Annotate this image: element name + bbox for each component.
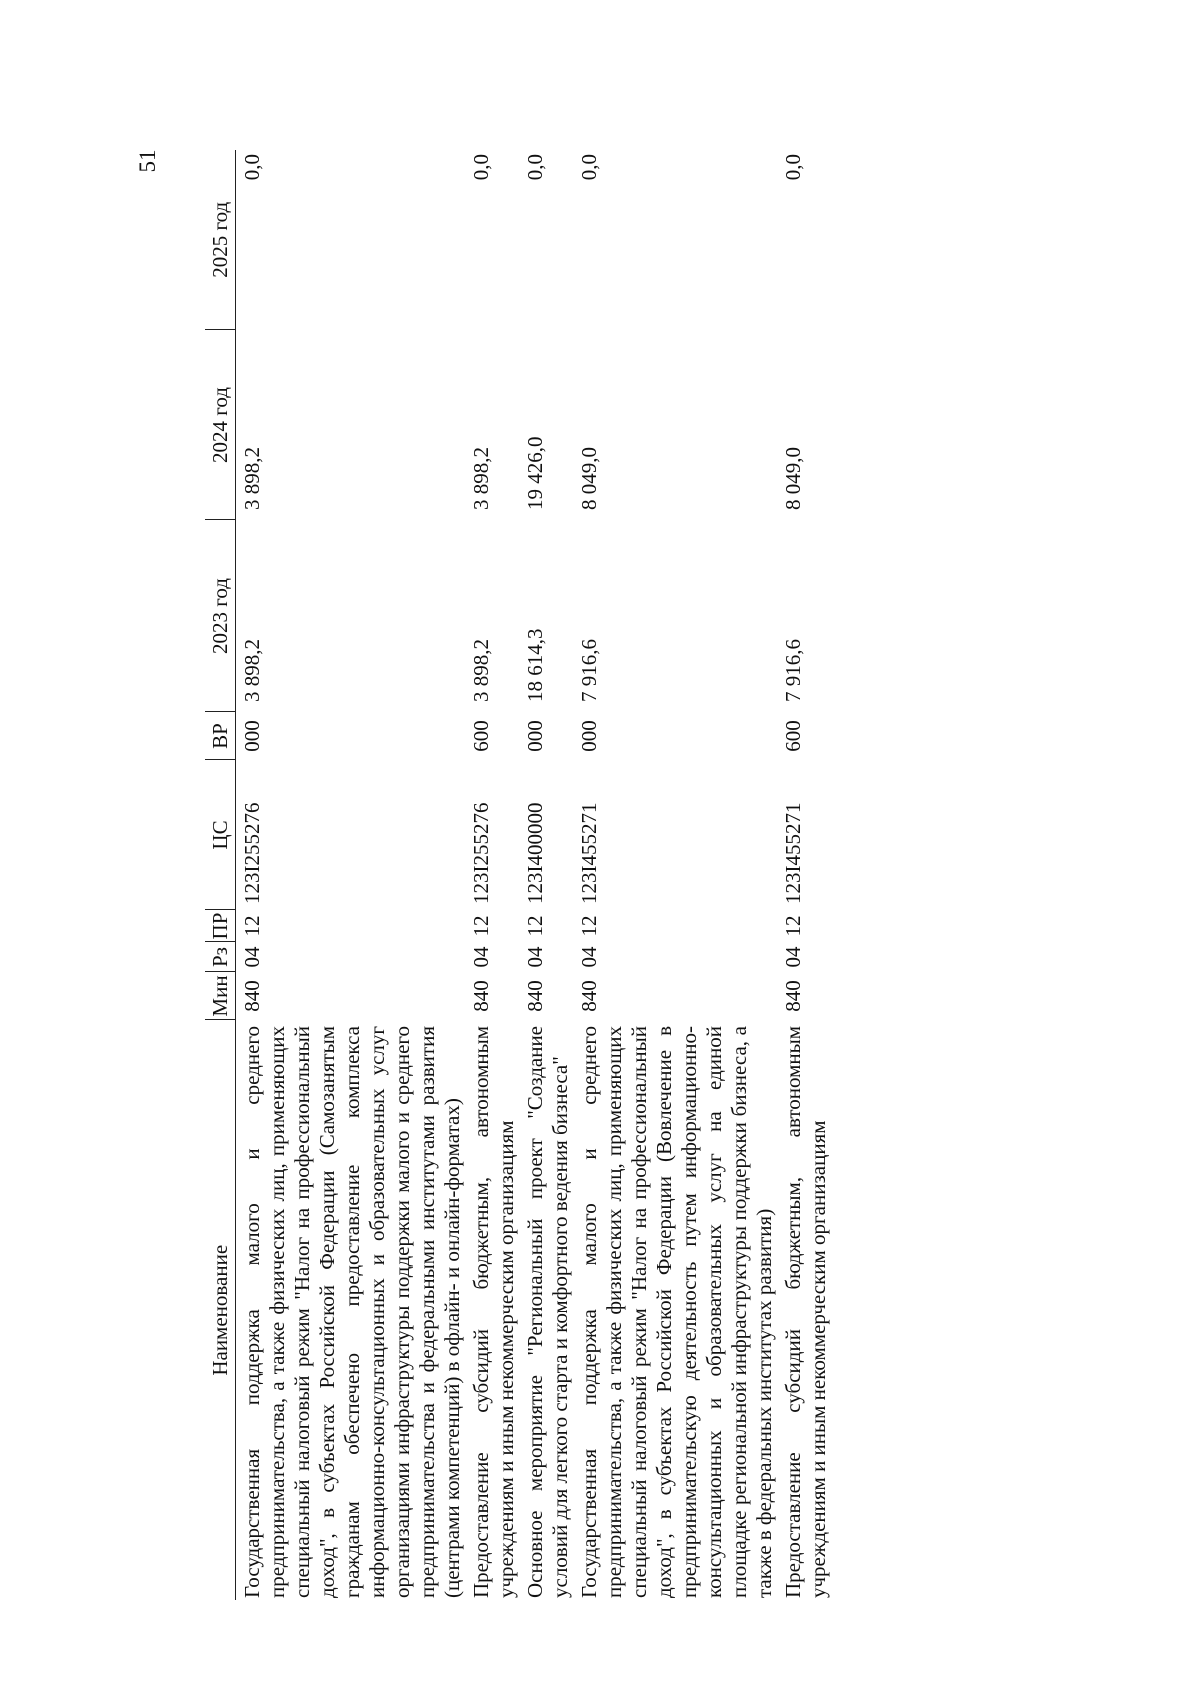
row-2024: 8 049,0 bbox=[577, 447, 601, 510]
row-pr: 12 bbox=[523, 915, 547, 937]
row-vr: 600 bbox=[469, 720, 493, 752]
row-2024: 3 898,2 bbox=[469, 447, 493, 510]
header-2025: 2025 год bbox=[205, 150, 236, 330]
rotated-table-container bbox=[205, 150, 1005, 1600]
header-2024: 2024 год bbox=[205, 330, 236, 520]
row-min: 840 bbox=[781, 980, 805, 1012]
row-vr: 000 bbox=[240, 720, 264, 752]
row-cs: 123I255276 bbox=[240, 802, 264, 904]
row-2023: 7 916,6 bbox=[781, 639, 805, 702]
table-header-row bbox=[205, 150, 236, 1600]
header-name: Наименование bbox=[205, 1020, 236, 1600]
row-vr: 000 bbox=[577, 720, 601, 752]
row-2025: 0,0 bbox=[781, 154, 805, 181]
row-rz: 04 bbox=[469, 946, 493, 968]
table-row bbox=[777, 150, 831, 1600]
row-min: 840 bbox=[577, 980, 601, 1012]
table-row bbox=[236, 150, 466, 1600]
row-name: Предоставление субсидий бюджетным, автономным учреждениям и иным некоммерческим организациям bbox=[469, 1026, 518, 1598]
row-pr: 12 bbox=[240, 915, 264, 937]
row-rz: 04 bbox=[781, 946, 805, 968]
row-2023: 3 898,2 bbox=[469, 639, 493, 702]
row-name: Предоставление субсидий бюджетным, автономным учреждениям и иным некоммерческим организациям bbox=[781, 1026, 830, 1598]
row-name: Государственная поддержка малого и среднего предпринимательства, а также физических лиц, применяющих специальный налоговый режим "Налог на профессиональный доход", в субъектах Российской Федерации (Вовлечение в предпринимательскую деятельность путем информационно-консультационных и образовательных услуг на единой площадке региональной инфраструктуры поддержки бизнеса, а также в федеральных институтах развития) bbox=[577, 1026, 776, 1598]
row-min: 840 bbox=[469, 980, 493, 1012]
row-2023: 3 898,2 bbox=[240, 639, 264, 702]
row-cs: 123I455271 bbox=[577, 802, 601, 904]
row-name: Основное мероприятие "Региональный проект "Создание условий для легкого старта и комфортного ведения бизнеса" bbox=[523, 1026, 572, 1598]
row-vr: 600 bbox=[781, 720, 805, 752]
row-2025: 0,0 bbox=[523, 154, 547, 181]
row-2025: 0,0 bbox=[577, 154, 601, 181]
row-min: 840 bbox=[523, 980, 547, 1012]
row-2025: 0,0 bbox=[240, 154, 264, 181]
page-number: 51 bbox=[135, 149, 160, 173]
row-2023: 7 916,6 bbox=[577, 639, 601, 702]
row-2024: 8 049,0 bbox=[781, 447, 805, 510]
row-pr: 12 bbox=[781, 915, 805, 937]
row-rz: 04 bbox=[577, 946, 601, 968]
row-pr: 12 bbox=[469, 915, 493, 937]
row-rz: 04 bbox=[240, 946, 264, 968]
header-min: Мин bbox=[205, 972, 236, 1020]
row-cs: 123I255276 bbox=[469, 802, 493, 904]
header-2023: 2023 год bbox=[205, 520, 236, 712]
header-pr: ПР bbox=[205, 910, 236, 942]
row-vr: 000 bbox=[523, 720, 547, 752]
row-name: Государственная поддержка малого и среднего предпринимательства, а также физических лиц, применяющих специальный налоговый режим "Налог на профессиональный доход", в субъектах Российской Федерации (Самозанятым гражданам обеспечено предоставление комплекса информационно-консультационных и образовательных услуг организациями инфраструктуры поддержки малого и среднего предпринимательства и федеральными институтами развития (центрами компетенций) в офлайн- и онлайн-форматах) bbox=[240, 1026, 464, 1598]
header-vr: ВР bbox=[205, 712, 236, 760]
row-2023: 18 614,3 bbox=[523, 628, 547, 702]
row-cs: 123I455271 bbox=[781, 802, 805, 904]
table-row bbox=[519, 150, 573, 1600]
row-2024: 3 898,2 bbox=[240, 447, 264, 510]
budget-table bbox=[205, 150, 831, 1600]
header-rz: Рз bbox=[205, 942, 236, 972]
table-row bbox=[465, 150, 519, 1600]
row-cs: 123I400000 bbox=[523, 802, 547, 904]
row-min: 840 bbox=[240, 980, 264, 1012]
table-row bbox=[573, 150, 777, 1600]
row-2024: 19 426,0 bbox=[523, 436, 547, 510]
row-2025: 0,0 bbox=[469, 154, 493, 181]
row-pr: 12 bbox=[577, 915, 601, 937]
row-rz: 04 bbox=[523, 946, 547, 968]
header-cs: ЦС bbox=[205, 760, 236, 910]
